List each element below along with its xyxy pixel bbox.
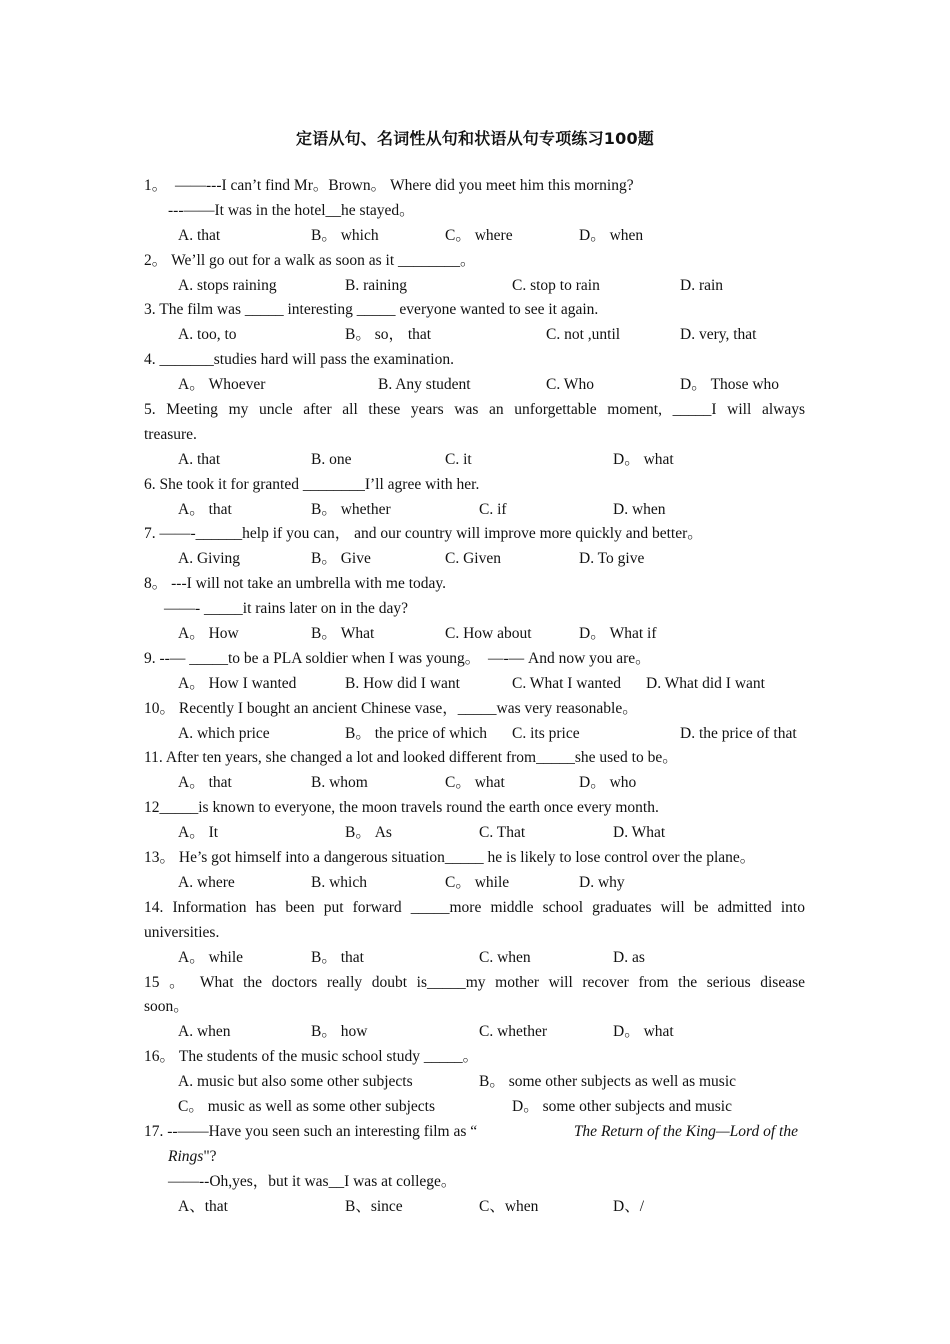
question-4: 4. _______studies hard will pass the examination. — [144, 351, 454, 369]
option-a: A。 that — [178, 774, 232, 792]
options-13 — [144, 871, 805, 896]
option-a: A。 while — [178, 948, 244, 966]
option-c: C. when — [479, 948, 531, 966]
option-d: D. when — [613, 500, 666, 518]
option-b: B. Any student — [378, 376, 471, 394]
option-a: A. too, to — [178, 326, 237, 344]
option-d: D. What did I want — [646, 674, 765, 692]
question-17-line-3: ——--Oh,yes，but it was__I was at college。 — [168, 1172, 457, 1190]
option-a: A. stops raining — [178, 276, 277, 294]
option-b: B、since — [345, 1197, 403, 1215]
question-5-line-2: treasure. — [144, 425, 197, 443]
option-a: A. which price — [178, 724, 270, 742]
option-b: B。 the price of which — [345, 724, 488, 742]
option-d: D. To give — [579, 550, 645, 568]
options-4 — [144, 373, 805, 398]
question-15-line-2: soon。 — [144, 998, 189, 1016]
option-d: D。 What if — [579, 625, 657, 643]
question-14-line-2: universities. — [144, 923, 220, 941]
options-6 — [144, 498, 805, 523]
question-1: 1。 ——---I can’t find Mr。Brown。 Where did you meet him this morning? — [144, 177, 634, 194]
question-8-line-2: ——- _____it rains later on in the day? — [164, 600, 409, 618]
option-c: C、when — [479, 1197, 539, 1215]
question-16: 16。 The students of the music school study _____。 — [144, 1048, 479, 1066]
question-7: 7. ——-______help if you can， and our country will improve more quickly and better。 — [144, 525, 703, 543]
page-title: 定语从句、名词性从句和状语从句专项练习100题 — [296, 129, 654, 148]
option-d: D。 Those who — [680, 376, 780, 394]
option-c: C. stop to rain — [512, 276, 600, 294]
options-1 — [144, 224, 805, 249]
option-c: C. if — [479, 500, 507, 518]
option-c: C。 what — [445, 774, 505, 792]
option-c: C。 music as well as some other subjects — [178, 1097, 435, 1115]
option-a: A. Giving — [178, 550, 240, 568]
options-12 — [144, 821, 805, 846]
question-9: 9. --— _____to be a PLA soldier when I was young。 —-— And now you are。 — [144, 649, 651, 667]
option-d: D、/ — [613, 1197, 645, 1215]
option-b: B。 so， that — [345, 326, 432, 344]
option-d: D. very, that — [680, 326, 757, 344]
options-2 — [144, 274, 805, 299]
quote-end: "? — [203, 1147, 217, 1165]
options-15 — [144, 1020, 805, 1045]
question-5: 5. Meeting my uncle after all these years was an unforgettable moment, _____I will always — [144, 401, 805, 419]
option-c: C。 where — [445, 226, 513, 244]
options-5 — [144, 448, 805, 473]
option-b: B。 As — [345, 824, 392, 842]
question-1-line-2: ---——It was in the hotel__he stayed。 — [168, 201, 415, 219]
option-c: C。 while — [445, 873, 510, 891]
question-14: 14. Information has been put forward _____more middle school graduates will be admitted into — [144, 898, 805, 916]
option-b: B。 Give — [311, 550, 371, 568]
option-a: A. where — [178, 873, 235, 891]
options-7 — [144, 547, 805, 572]
option-a: A、that — [178, 1197, 228, 1215]
option-d: D. the price of that — [680, 724, 797, 742]
film-title-end: Rings — [168, 1147, 204, 1165]
option-b: B. whom — [311, 774, 368, 792]
option-b: B. raining — [345, 276, 407, 294]
options-3 — [144, 323, 805, 348]
question-17-text: 17. --——Have you seen such an interesting film as “ — [144, 1122, 478, 1140]
option-a: A. that — [178, 226, 221, 244]
question-list — [144, 174, 805, 1219]
option-a: A. music but also some other subjects — [178, 1073, 413, 1091]
question-13: 13。 He’s got himself into a dangerous situation_____ he is likely to lose control over the plane。 — [144, 849, 756, 867]
question-3: 3. The film was _____ interesting _____ everyone wanted to see it again. — [144, 301, 599, 319]
options-10 — [144, 722, 805, 747]
options-16-row-2 — [144, 1095, 805, 1120]
option-c: C. Given — [445, 550, 501, 568]
option-d: D。 who — [579, 774, 637, 792]
option-b: B。 which — [311, 226, 379, 244]
option-b: B。 that — [311, 948, 364, 966]
option-b: B。 some other subjects as well as music — [479, 1073, 736, 1091]
option-d: D。 what — [613, 450, 674, 468]
question-10: 10。 Recently I bought an ancient Chinese vase，_____was very reasonable。 — [144, 699, 638, 717]
question-12: 12_____is known to everyone, the moon travels round the earth once every month. — [144, 799, 659, 817]
option-b: B。 What — [311, 625, 375, 643]
option-a: A。 It — [178, 824, 219, 842]
option-b: B. one — [311, 450, 352, 468]
option-b: B。 whether — [311, 500, 391, 518]
options-8 — [144, 622, 805, 647]
option-c: C. That — [479, 824, 526, 842]
question-8: 8。 ---I will not take an umbrella with me today. — [144, 575, 447, 593]
option-d: D. What — [613, 824, 666, 842]
options-14 — [144, 946, 805, 971]
option-d: D. why — [579, 873, 625, 891]
question-17-line-2 — [144, 1145, 805, 1170]
option-d: D。 some other subjects and music — [512, 1097, 732, 1115]
option-c: C. What I wanted — [512, 674, 622, 692]
option-c: C. it — [445, 450, 472, 468]
option-d: D。 what — [613, 1023, 674, 1041]
option-c: C. its price — [512, 724, 580, 742]
option-b: B. How did I want — [345, 674, 460, 692]
options-16-row-1 — [144, 1070, 805, 1095]
options-11 — [144, 771, 805, 796]
option-b: B。 how — [311, 1023, 368, 1041]
option-a: A。 How I wanted — [178, 674, 297, 692]
option-d: D。 when — [579, 226, 644, 244]
option-c: C. not ,until — [546, 326, 621, 344]
option-d: D. rain — [680, 276, 724, 294]
option-a: A。 that — [178, 500, 232, 518]
option-c: C. How about — [445, 625, 532, 643]
option-d: D. as — [613, 948, 645, 966]
option-c: C. Who — [546, 376, 594, 394]
options-9 — [144, 672, 805, 697]
option-a: A。 Whoever — [178, 376, 266, 394]
question-2: 2。 We’ll go out for a walk as soon as it ________。 — [144, 251, 476, 269]
film-title: The Return of the King—Lord of the — [573, 1122, 798, 1140]
question-11: 11. After ten years, she changed a lot and looked different from_____she used to be。 — [144, 749, 678, 767]
question-6: 6. She took it for granted ________I’ll agree with her. — [144, 475, 480, 493]
option-c: C. whether — [479, 1023, 548, 1041]
option-a: A. when — [178, 1023, 231, 1041]
option-b: B. which — [311, 873, 367, 891]
option-a: A. that — [178, 450, 221, 468]
option-a: A。 How — [178, 625, 239, 643]
question-15: 15 。 What the doctors really doubt is_____my mother will recover from the serious disease — [144, 973, 805, 991]
options-17 — [144, 1195, 805, 1220]
question-17 — [144, 1120, 805, 1145]
